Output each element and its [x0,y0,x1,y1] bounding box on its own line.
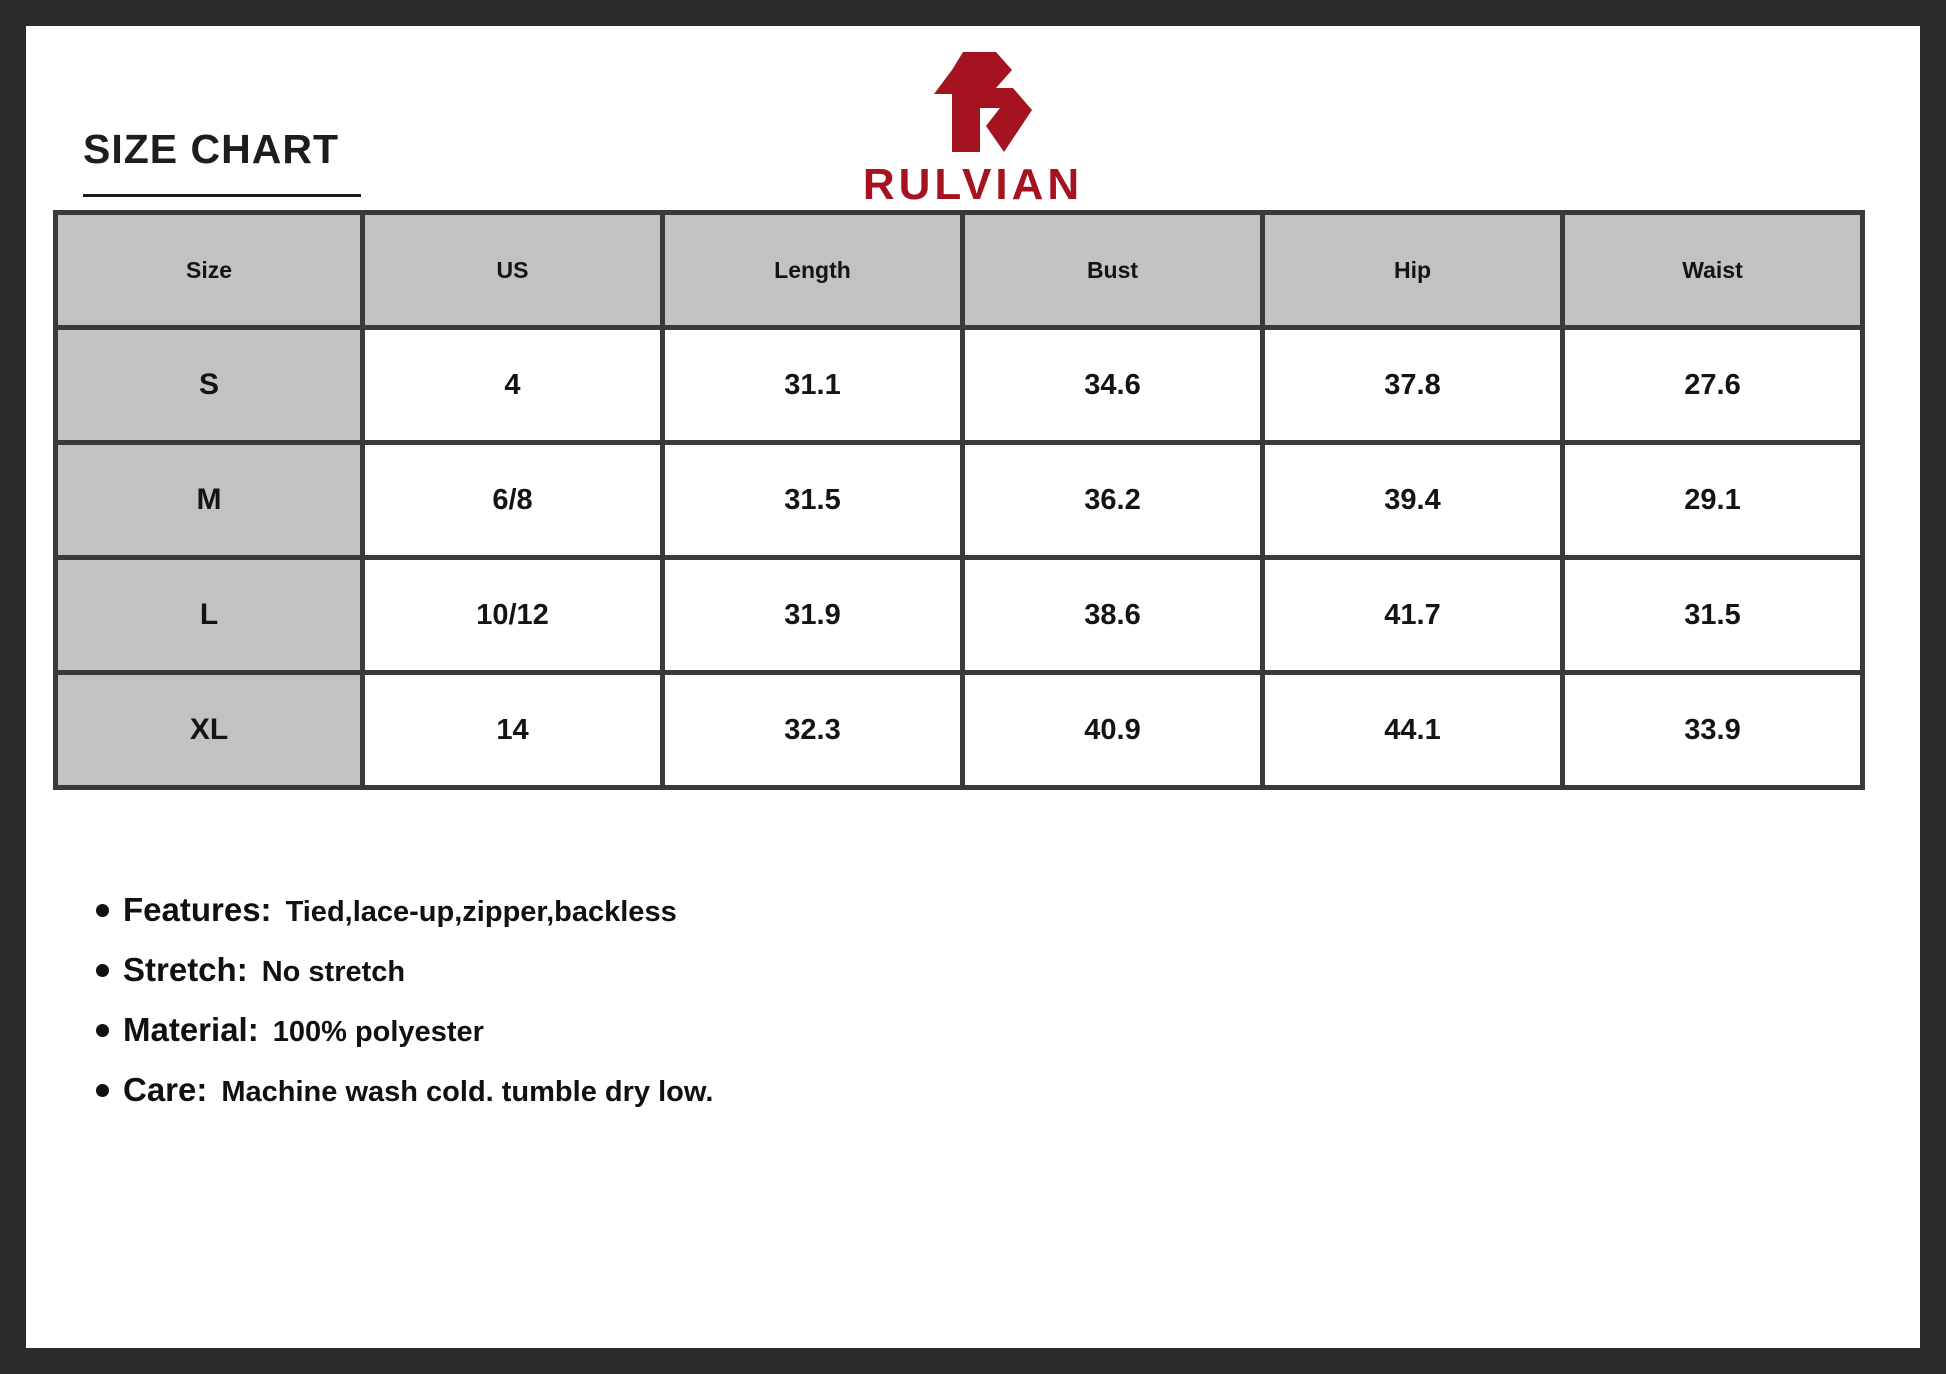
cell-bust: 34.6 [965,330,1260,440]
detail-label: Features: [123,891,272,928]
size-table [53,210,1865,790]
cell-length: 31.9 [665,560,960,670]
title-underline [83,194,361,197]
cell-waist: 29.1 [1565,445,1860,555]
table-row [58,560,1860,670]
detail-label: Stretch: [123,951,248,988]
page-content [26,26,1920,1348]
detail-value: 100% polyester [272,1016,484,1048]
column-header-us: US [365,215,660,325]
cell-bust: 40.9 [965,675,1260,785]
page-title: SIZE CHART [83,126,339,172]
brand-name: RULVIAN [862,160,1084,209]
detail-value: Tied,lace-up,zipper,backless [285,896,677,928]
detail-label: Care: [123,1071,208,1108]
cell-hip: 37.8 [1265,330,1560,440]
cell-us: 14 [365,675,660,785]
bullet-dot-icon [96,964,109,977]
detail-value: Machine wash cold. tumble dry low. [221,1076,714,1108]
list-item [96,1071,1396,1109]
cell-hip: 41.7 [1265,560,1560,670]
cell-length: 32.3 [665,675,960,785]
cell-bust: 36.2 [965,445,1260,555]
cell-waist: 31.5 [1565,560,1860,670]
bullet-dot-icon [96,1084,109,1097]
column-header-length: Length [665,215,960,325]
list-item [96,891,1396,929]
title-block [83,126,361,197]
list-item [96,951,1396,989]
cell-length: 31.1 [665,330,960,440]
cell-waist: 33.9 [1565,675,1860,785]
table-row [58,445,1860,555]
cell-bust: 38.6 [965,560,1260,670]
column-header-waist: Waist [1565,215,1860,325]
cell-size: S [58,330,360,440]
table-header-row [58,215,1860,325]
cell-size: XL [58,675,360,785]
cell-us: 6/8 [365,445,660,555]
cell-length: 31.5 [665,445,960,555]
detail-label: Material: [123,1011,259,1048]
cell-waist: 27.6 [1565,330,1860,440]
column-header-size: Size [58,215,360,325]
size-table-wrapper [53,210,1865,790]
column-header-bust: Bust [965,215,1260,325]
cell-us: 10/12 [365,560,660,670]
column-header-hip: Hip [1265,215,1560,325]
bullet-dot-icon [96,1024,109,1037]
table-row [58,675,1860,785]
table-row [58,330,1860,440]
bullet-dot-icon [96,904,109,917]
cell-us: 4 [365,330,660,440]
detail-value: No stretch [261,956,406,988]
cell-hip: 39.4 [1265,445,1560,555]
details-list [96,891,1396,1131]
list-item [96,1011,1396,1049]
cell-size: L [58,560,360,670]
cell-hip: 44.1 [1265,675,1560,785]
rulvian-r-logo-icon [908,48,1038,158]
cell-size: M [58,445,360,555]
